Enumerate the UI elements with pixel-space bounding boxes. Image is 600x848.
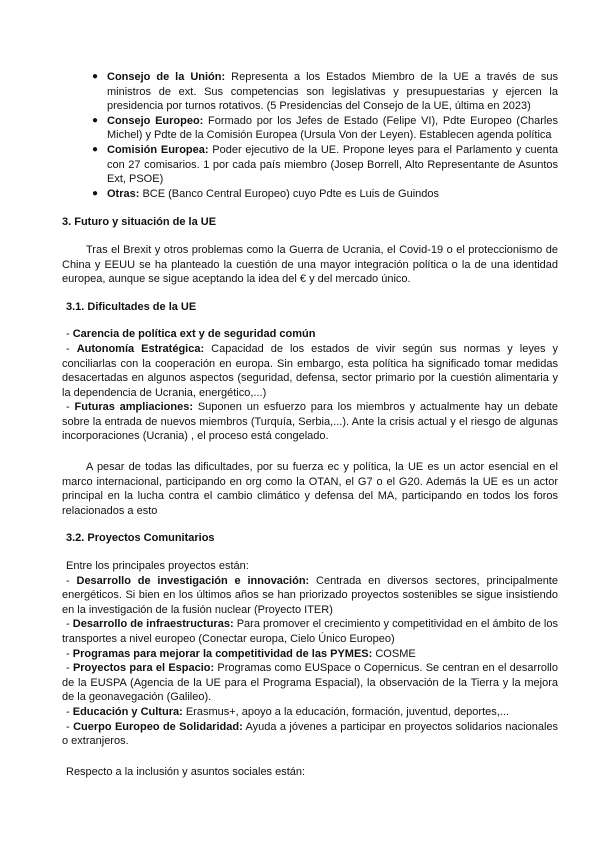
bullet-icon: ● xyxy=(92,187,99,199)
list-item: - Autonomía Estratégica: Capacidad de los estados de vivir según sus normas y leyes y conciliarlas con la cooperación en europa. Sin embargo, esta política ha significado tomar medidas desacertadas en algunos aspectos (seguridad, defensa, sector primario por la cuestión alimentaria y la dependencia de Ucrania, energético,...) xyxy=(62,342,558,399)
list-item: - Proyectos para el Espacio: Programas como EUSpace o Copernicus. Se centran en el desarrollo de la EUSPA (Agencia de la UE para el Programa Espacial), la observación de la Tierra y la mejora de la geonavegación (Galileo). xyxy=(62,662,558,704)
eu-organs-list xyxy=(62,70,558,201)
bullet-icon: ● xyxy=(92,143,99,155)
bullet-icon: ● xyxy=(92,114,99,126)
section-heading: 3. Futuro y situación de la UE xyxy=(62,216,217,229)
subsection-heading: 3.1. Dificultades de la UE xyxy=(66,300,197,313)
list-item: - Futuras ampliaciones: Suponen un esfuerzo para los miembros y actualmente hay un debate sobre la entrada de nuevos miembros (Turquía, Serbia,...). Ante la crisis actual y el riesgo de algunas incorporaciones (Ucrania) , el proceso está congelado. xyxy=(62,401,558,443)
list-item: ● Comisión Europea: Poder ejecutivo de la UE. Propone leyes para el Parlamento y cuenta con 27 comisarios. 1 por cada país miembro (Josep Borrell, Alto Representante de Asuntos Ext, PSOE) xyxy=(92,143,558,186)
list-item: ● Consejo Europeo: Formado por los Jefes de Estado (Felipe VI), Pdte Europeo (Charles Michel) y Pdte de la Comisión Europea (Ursula Von der Leyen). Establecen agenda política xyxy=(92,114,558,142)
paragraph: Entre los principales proyectos están: xyxy=(66,560,249,573)
paragraph: Respecto a la inclusión y asuntos sociales están: xyxy=(66,765,306,778)
subsection-heading: 3.2. Proyectos Comunitarios xyxy=(66,532,215,545)
paragraph: A pesar de todas las dificultades, por su fuerza ec y política, la UE es un actor esencial en el marco internacional, participando en org como la OTAN, el G7 o el G20. Además la UE es un actor principal en la lucha contra el cambio climático y defensa del MA, participando en todos los foros relacionados a esto xyxy=(62,461,558,517)
list-item: - Desarrollo de infraestructuras: Para promover el crecimiento y competitividad en el ámbito de los transportes a nivel europeo (Conectar europa, Cielo Único Europeo) xyxy=(62,618,558,645)
list-item: - Educación y Cultura: Erasmus+, apoyo a la educación, formación, juventud, deportes,... xyxy=(66,705,509,718)
paragraph: Tras el Brexit y otros problemas como la Guerra de Ucrania, el Covid-19 o el proteccionismo de China y EEUU se ha planteado la cuestión de una mayor integración política o la de una identidad europea, aunque se sigue aceptando la idea del € y del mercado único. xyxy=(62,243,558,286)
bullet-icon: ● xyxy=(92,71,99,82)
list-item: ● Consejo de la Unión: Representa a los Estados Miembro de la UE a través de sus ministros de ext. Sus competencias son legislativas y presupuestarias y ejercen la presidencia por turnos rotativos. (5 Presidencias del Consejo de la UE, última en 2023) xyxy=(92,71,558,113)
list-item: - Carencia de política ext y de seguridad común xyxy=(66,328,316,341)
list-item: - Desarrollo de investigación e innovación: Centrada en diversos sectores, principalmente energéticos. Si bien en los últimos años se han priorizado proyectos sostenibles se sigue insistiendo en la investigación de la fusión nuclear (Proyecto ITER) xyxy=(62,574,558,616)
list-item: - Cuerpo Europeo de Solidaridad: Ayuda a jóvenes a participar en proyectos solidarios nacionales o extranjeros. xyxy=(62,720,559,748)
list-item: ● Otras: BCE (Banco Central Europeo) cuyo Pdte es Luis de Guindos xyxy=(92,187,440,200)
list-item: - Programas para mejorar la competitividad de las PYMES: COSME xyxy=(66,647,416,660)
